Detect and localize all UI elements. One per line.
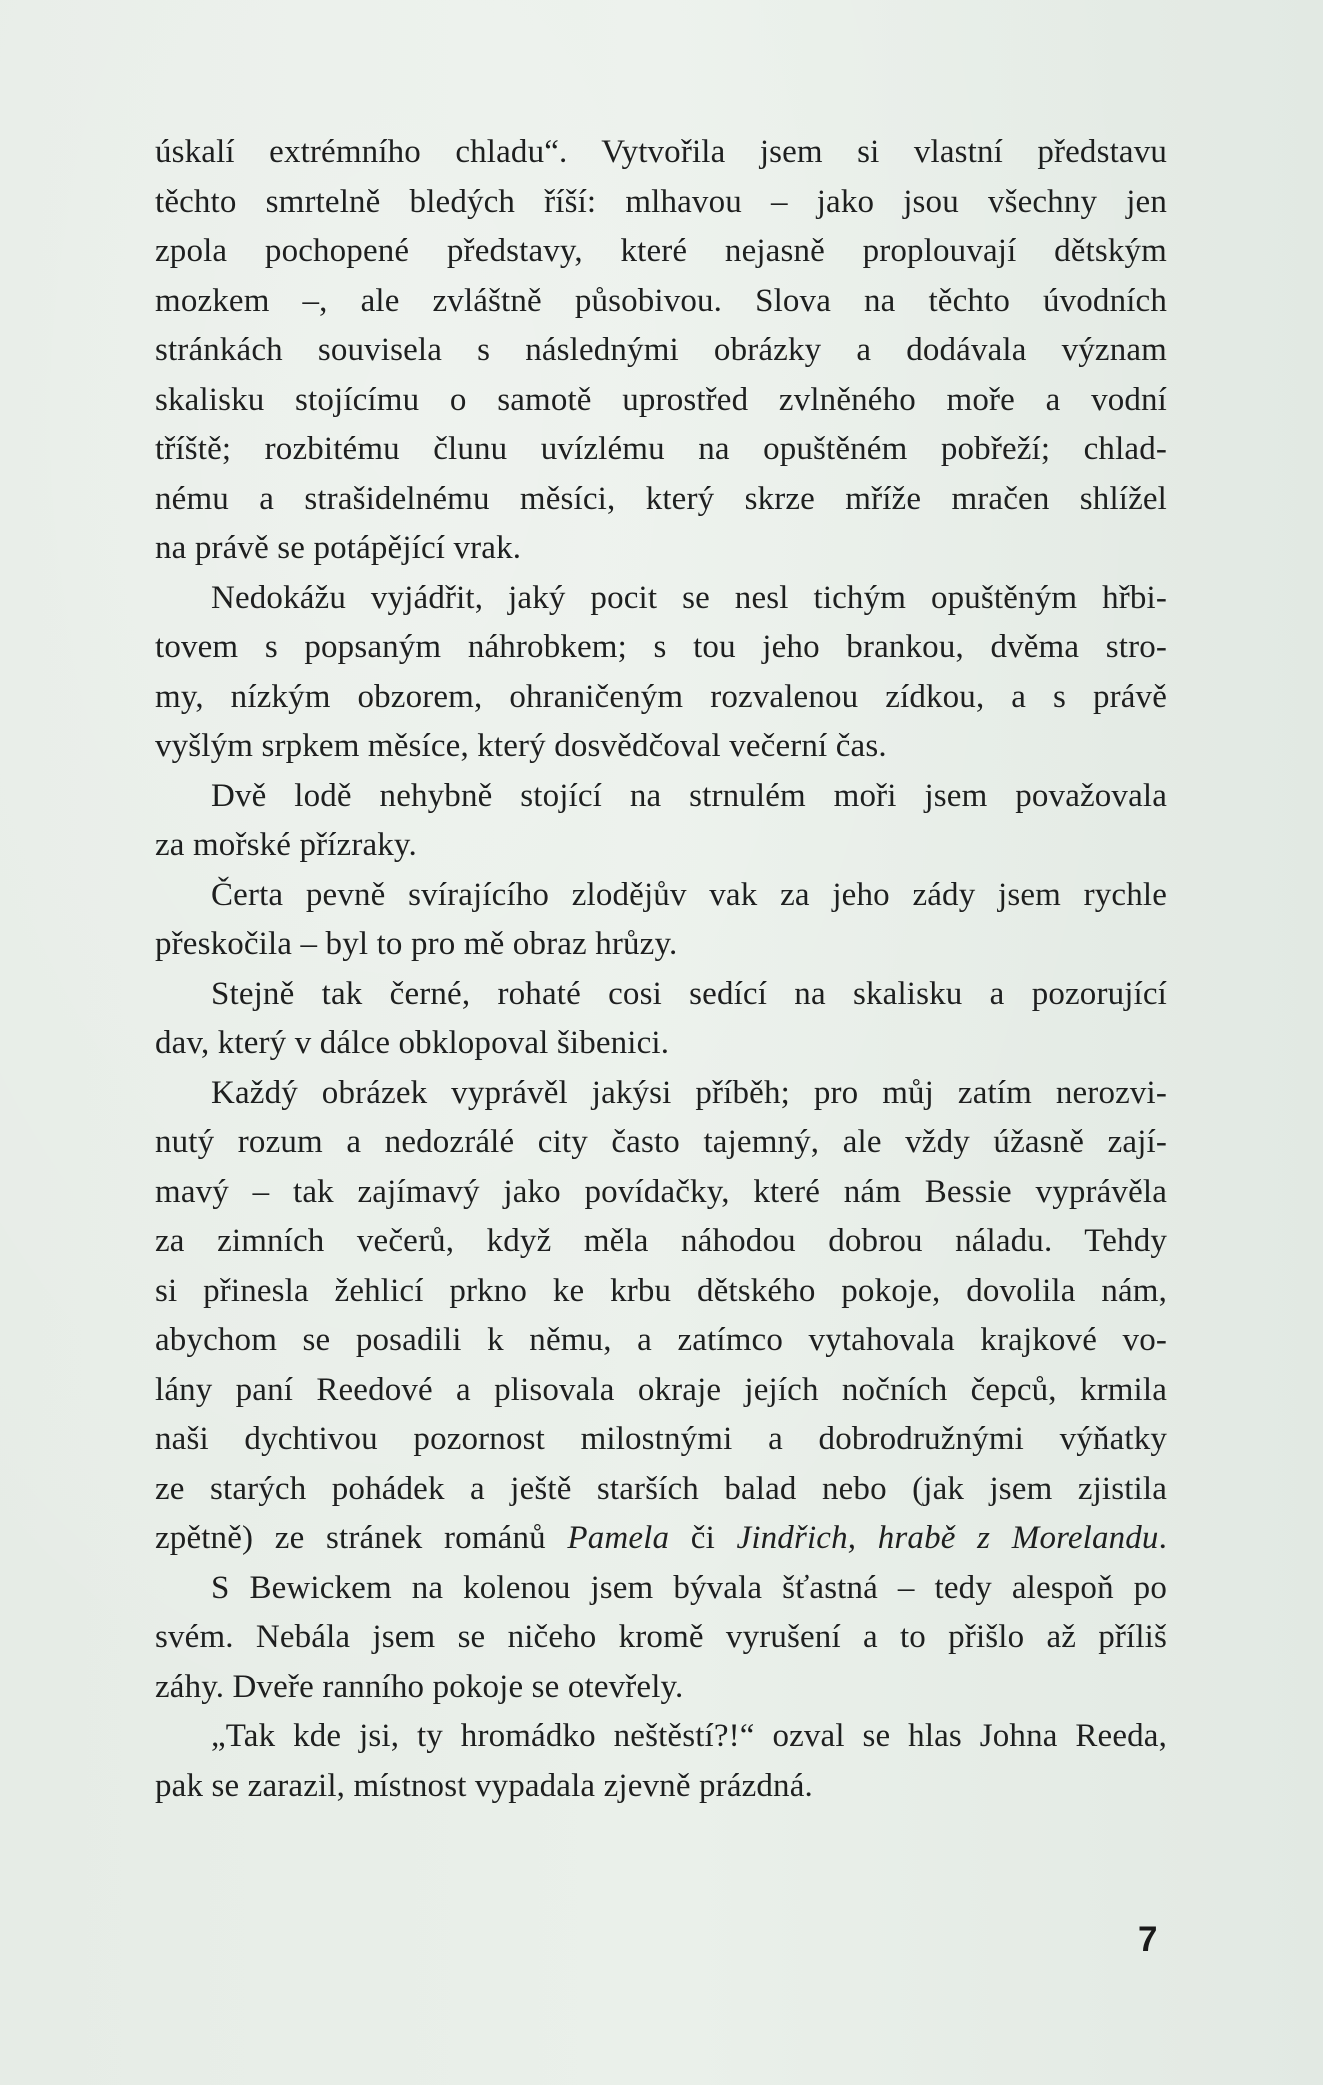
- paragraph-first-line: Dvě lodě nehybně stojící na strnulém moři jsem považovala: [211, 777, 1167, 814]
- text-line: si přinesla žehlicí prkno ke krbu dětského pokoje, dovolila nám,: [155, 1272, 1167, 1309]
- page-number: 7: [1138, 1920, 1158, 1959]
- text-segment: .: [1158, 1520, 1167, 1556]
- body-text: [155, 128, 1167, 1811]
- text-line: přeskočila – byl to pro mě obraz hrůzy.: [155, 926, 678, 962]
- text-line: mavý – tak zajímavý jako povídačky, které nám Bessie vyprávěla: [155, 1173, 1167, 1210]
- text-line: těchto smrtelně bledých říší: mlhavou – jako jsou všechny jen: [155, 183, 1167, 220]
- paragraph-first-line: „Tak kde jsi, ty hromádko neštěstí?!“ ozval se hlas Johna Reeda,: [211, 1718, 1167, 1754]
- text-line: lány paní Reedové a plisovala okraje jejích nočních čepců, krmila: [155, 1371, 1167, 1408]
- text-line: za mořské přízraky.: [155, 827, 417, 863]
- text-segment: či: [669, 1520, 737, 1556]
- text-line: tovem s popsaným náhrobkem; s tou jeho brankou, dvěma stro-: [155, 629, 1167, 665]
- paragraph-first-line: Každý obrázek vyprávěl jakýsi příběh; pro můj zatím nerozvi-: [211, 1074, 1167, 1111]
- text-line: za zimních večerů, když měla náhodou dobrou náladu. Tehdy: [155, 1223, 1167, 1259]
- text-line: my, nízkým obzorem, ohraničeným rozvalenou zídkou, a s právě: [155, 678, 1167, 715]
- text-segment: zpětně) ze stránek románů: [155, 1520, 568, 1556]
- paragraph-first-line: Stejně tak černé, rohaté cosi sedící na skalisku a pozorující: [211, 975, 1167, 1012]
- text-line: svém. Nebála jsem se ničeho kromě vyrušení a to přišlo až příliš: [155, 1619, 1167, 1655]
- text-line: nutý rozum a nedozrálé city často tajemný, ale vždy úžasně zají-: [155, 1124, 1167, 1160]
- text-line: na právě se potápějící vrak.: [155, 530, 522, 566]
- text-line: nému a strašidelnému měsíci, který skrze mříže mračen shlížel: [155, 480, 1167, 517]
- text-line: mozkem –, ale zvláštně působivou. Slova na těchto úvodních: [155, 282, 1167, 319]
- book-title-pamela: Pamela: [567, 1520, 670, 1556]
- text-line: pak se zarazil, místnost vypadala zjevně prázdná.: [155, 1767, 813, 1804]
- text-line: zpola pochopené představy, které nejasně proplouvají dětským: [155, 233, 1167, 269]
- text-line: stránkách souvisela s následnými obrázky a dodávala význam: [155, 332, 1167, 368]
- text-line: dav, který v dálce obklopoval šibenici.: [155, 1025, 670, 1061]
- text-line: tříště; rozbitému člunu uvízlému na opuštěném pobřeží; chlad-: [155, 431, 1167, 467]
- paragraph-first-line: Čerta pevně svírajícího zlodějův vak za jeho zády jsem rychle: [211, 876, 1167, 913]
- text-line: abychom se posadili k němu, a zatímco vytahovala krajkové vo-: [155, 1322, 1167, 1358]
- text-line: úskalí extrémního chladu“. Vytvořila jsem si vlastní představu: [155, 134, 1167, 170]
- text-line-with-titles: [155, 1514, 1167, 1564]
- text-line: záhy. Dveře ranního pokoje se otevřely.: [155, 1668, 684, 1705]
- text-line: naši dychtivou pozornost milostnými a dobrodružnými výňatky: [155, 1421, 1167, 1457]
- paragraph-first-line: S Bewickem na kolenou jsem bývala šťastná – tedy alespoň po: [211, 1569, 1167, 1606]
- text-line: skalisku stojícímu o samotě uprostřed zvlněného moře a vodní: [155, 381, 1167, 418]
- text-line: vyšlým srpkem měsíce, který dosvědčoval večerní čas.: [155, 728, 887, 764]
- book-title-jindrich: Jindřich, hrabě z Morelandu: [736, 1520, 1159, 1556]
- paragraph-first-line: Nedokážu vyjádřit, jaký pocit se nesl tichým opuštěným hřbi-: [211, 579, 1167, 616]
- text-line: ze starých pohádek a ještě starších balad nebo (jak jsem zjistila: [155, 1470, 1167, 1507]
